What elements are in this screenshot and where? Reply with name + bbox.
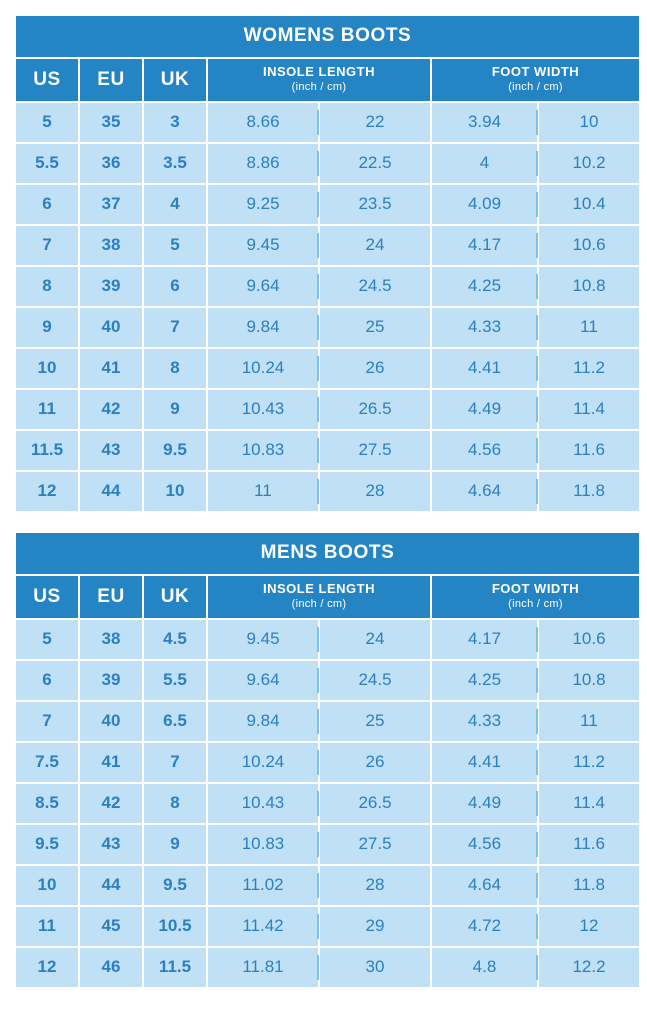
header-width-units: (inch / cm) [508,80,563,93]
table-row [16,948,639,987]
cell-uk: 5.5 [144,661,206,700]
cell-uk: 9.5 [144,866,206,905]
cell-uk: 7 [144,743,206,782]
table-row [16,226,639,265]
cell-width-cm: 10.6 [539,620,639,659]
header-foot-width [432,576,639,618]
cell-insole-in: 9.84 [208,308,318,347]
womens-title: WOMENS BOOTS [16,16,639,57]
cell-width-in: 4.33 [432,702,537,741]
header-eu: EU [80,59,142,101]
cell-uk: 9 [144,390,206,429]
cell-us: 7 [16,702,78,741]
cell-eu: 40 [80,308,142,347]
cell-insole-in: 11.42 [208,907,318,946]
cell-width-in: 4.09 [432,185,537,224]
cell-width-cm: 10.6 [539,226,639,265]
header-insole-label: INSOLE LENGTH [263,581,375,597]
mens-header-row [16,576,639,618]
cell-width-in: 4 [432,144,537,183]
cell-insole-in: 9.45 [208,226,318,265]
header-insole-units: (inch / cm) [291,80,347,93]
cell-eu: 44 [80,472,142,511]
table-row [16,103,639,142]
table-row [16,620,639,659]
cell-us: 10 [16,866,78,905]
mens-title: MENS BOOTS [16,533,639,574]
cell-uk: 9 [144,825,206,864]
cell-us: 9.5 [16,825,78,864]
cell-width-cm: 10.8 [539,267,639,306]
cell-us: 5 [16,103,78,142]
header-eu: EU [80,576,142,618]
cell-width-in: 4.56 [432,431,537,470]
mens-boots-table-block [14,531,633,989]
cell-us: 12 [16,948,78,987]
table-row [16,472,639,511]
cell-width-cm: 10.2 [539,144,639,183]
cell-eu: 43 [80,431,142,470]
header-width-label: FOOT WIDTH [491,64,580,79]
cell-width-cm: 10.4 [539,185,639,224]
cell-uk: 6.5 [144,702,206,741]
cell-insole-cm: 26 [320,743,430,782]
cell-width-cm: 11.6 [539,431,639,470]
cell-insole-cm: 26.5 [320,784,430,823]
table-row [16,661,639,700]
cell-us: 11 [16,390,78,429]
cell-uk: 3.5 [144,144,206,183]
cell-width-cm: 11.4 [539,784,639,823]
cell-width-in: 4.49 [432,390,537,429]
cell-eu: 35 [80,103,142,142]
table-row [16,349,639,388]
cell-width-in: 4.41 [432,349,537,388]
cell-insole-cm: 25 [320,702,430,741]
cell-uk: 10.5 [144,907,206,946]
cell-insole-cm: 22.5 [320,144,430,183]
cell-insole-in: 11.81 [208,948,318,987]
cell-insole-cm: 25 [320,308,430,347]
header-insole-label: INSOLE LENGTH [263,64,375,79]
cell-uk: 6 [144,267,206,306]
cell-insole-cm: 22 [320,103,430,142]
cell-width-in: 4.17 [432,620,537,659]
cell-width-cm: 11 [539,702,639,741]
header-uk: UK [144,576,206,618]
table-row [16,866,639,905]
cell-insole-cm: 30 [320,948,430,987]
cell-us: 6 [16,661,78,700]
cell-uk: 8 [144,349,206,388]
cell-width-cm: 11.6 [539,825,639,864]
cell-us: 5.5 [16,144,78,183]
cell-insole-cm: 26.5 [320,390,430,429]
cell-insole-in: 10.24 [208,743,318,782]
table-row [16,784,639,823]
cell-width-in: 4.64 [432,472,537,511]
header-foot-width [432,59,639,101]
cell-uk: 5 [144,226,206,265]
cell-insole-in: 10.24 [208,349,318,388]
cell-eu: 39 [80,267,142,306]
cell-insole-in: 10.83 [208,431,318,470]
cell-insole-cm: 28 [320,472,430,511]
header-width-units: (inch / cm) [508,598,563,611]
cell-insole-in: 11.02 [208,866,318,905]
cell-width-in: 4.17 [432,226,537,265]
cell-us: 6 [16,185,78,224]
cell-us: 7.5 [16,743,78,782]
cell-width-cm: 12.2 [539,948,639,987]
cell-width-in: 4.56 [432,825,537,864]
cell-insole-in: 8.86 [208,144,318,183]
cell-us: 8.5 [16,784,78,823]
cell-uk: 7 [144,308,206,347]
header-insole-units: (inch / cm) [291,598,347,611]
header-insole-length [208,59,430,101]
header-uk: UK [144,59,206,101]
cell-width-in: 3.94 [432,103,537,142]
header-insole-length [208,576,430,618]
cell-width-in: 4.49 [432,784,537,823]
cell-width-in: 4.25 [432,661,537,700]
cell-us: 10 [16,349,78,388]
cell-insole-in: 9.84 [208,702,318,741]
table-row [16,267,639,306]
cell-width-cm: 11.2 [539,743,639,782]
cell-insole-in: 9.64 [208,661,318,700]
cell-insole-cm: 28 [320,866,430,905]
cell-width-cm: 11.8 [539,472,639,511]
cell-eu: 43 [80,825,142,864]
cell-eu: 39 [80,661,142,700]
cell-insole-in: 9.45 [208,620,318,659]
cell-uk: 10 [144,472,206,511]
cell-eu: 38 [80,226,142,265]
cell-uk: 4.5 [144,620,206,659]
cell-eu: 42 [80,390,142,429]
cell-insole-in: 8.66 [208,103,318,142]
cell-uk: 11.5 [144,948,206,987]
cell-us: 11.5 [16,431,78,470]
cell-eu: 42 [80,784,142,823]
table-row [16,185,639,224]
mens-boots-table [14,531,641,989]
cell-us: 11 [16,907,78,946]
cell-width-in: 4.33 [432,308,537,347]
table-row [16,907,639,946]
cell-eu: 37 [80,185,142,224]
cell-width-cm: 11.8 [539,866,639,905]
cell-uk: 9.5 [144,431,206,470]
header-us: US [16,576,78,618]
cell-uk: 3 [144,103,206,142]
cell-insole-in: 10.43 [208,784,318,823]
cell-insole-cm: 24.5 [320,661,430,700]
cell-width-in: 4.41 [432,743,537,782]
cell-us: 12 [16,472,78,511]
cell-insole-cm: 24 [320,226,430,265]
cell-insole-in: 11 [208,472,318,511]
cell-width-in: 4.72 [432,907,537,946]
table-row [16,743,639,782]
cell-width-in: 4.25 [432,267,537,306]
cell-insole-in: 9.64 [208,267,318,306]
table-row [16,144,639,183]
table-row [16,308,639,347]
cell-insole-cm: 27.5 [320,825,430,864]
table-row [16,431,639,470]
womens-boots-table [14,14,641,513]
cell-us: 9 [16,308,78,347]
header-width-label: FOOT WIDTH [491,581,580,597]
cell-eu: 46 [80,948,142,987]
cell-insole-cm: 29 [320,907,430,946]
cell-width-cm: 11.4 [539,390,639,429]
table-row [16,390,639,429]
cell-eu: 38 [80,620,142,659]
womens-header-row [16,59,639,101]
cell-insole-cm: 23.5 [320,185,430,224]
cell-insole-cm: 24 [320,620,430,659]
cell-insole-in: 10.43 [208,390,318,429]
table-row [16,825,639,864]
cell-eu: 40 [80,702,142,741]
womens-boots-table-block [14,14,633,513]
cell-insole-in: 10.83 [208,825,318,864]
cell-uk: 8 [144,784,206,823]
cell-us: 5 [16,620,78,659]
cell-eu: 44 [80,866,142,905]
cell-us: 7 [16,226,78,265]
cell-width-cm: 11.2 [539,349,639,388]
cell-width-cm: 11 [539,308,639,347]
cell-insole-cm: 27.5 [320,431,430,470]
cell-width-cm: 10 [539,103,639,142]
cell-insole-cm: 24.5 [320,267,430,306]
mens-title-row [16,533,639,574]
womens-title-row [16,16,639,57]
cell-us: 8 [16,267,78,306]
cell-width-in: 4.8 [432,948,537,987]
header-us: US [16,59,78,101]
cell-eu: 45 [80,907,142,946]
cell-eu: 41 [80,349,142,388]
cell-width-cm: 10.8 [539,661,639,700]
cell-uk: 4 [144,185,206,224]
cell-eu: 41 [80,743,142,782]
cell-width-cm: 12 [539,907,639,946]
table-row [16,702,639,741]
cell-insole-cm: 26 [320,349,430,388]
cell-width-in: 4.64 [432,866,537,905]
cell-eu: 36 [80,144,142,183]
cell-insole-in: 9.25 [208,185,318,224]
